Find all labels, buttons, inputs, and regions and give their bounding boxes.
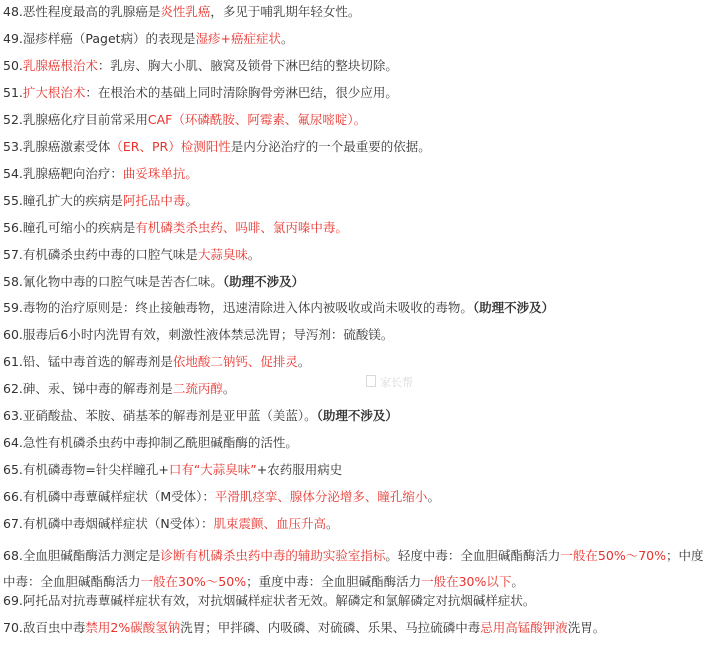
- highlight-text: 诊断有机磷杀虫药中毒的辅助实验室指标: [160, 548, 386, 563]
- list-item: [3, 407, 715, 425]
- list-item: [3, 592, 715, 610]
- item-text: 64.急性有机磷杀虫药中毒抑制乙酰胆碱酯酶的活性。: [3, 435, 298, 450]
- item-text: 67.有机磷中毒烟碱样症状（N受体）：: [3, 516, 214, 531]
- list-item: [3, 111, 715, 129]
- list-item: [3, 219, 715, 237]
- item-text: 48.恶性程度最高的乳腺癌是: [3, 4, 161, 19]
- list-item: [3, 192, 715, 210]
- list-item: [3, 461, 715, 479]
- list-item: [3, 434, 715, 452]
- highlight-text: 炎性乳癌: [160, 4, 211, 19]
- highlight-text: 大蒜臭味: [197, 247, 248, 262]
- item-text: 52.乳腺癌化疗目前常采用: [3, 112, 148, 127]
- list-item: [3, 3, 715, 21]
- item-text: 。轻度中毒：全血胆碱酯酶活力: [385, 548, 561, 563]
- highlight-text: 湿疹+癌症症状: [195, 31, 282, 46]
- list-item: [3, 165, 715, 183]
- item-text: 。: [247, 247, 261, 262]
- list-item: [3, 84, 715, 102]
- item-text: 58.氰化物中毒的口腔气味是苦杏仁味。: [3, 274, 223, 289]
- highlight-text: 扩大根治术: [22, 85, 86, 100]
- list-item: [3, 380, 715, 398]
- item-text: 55.瞳孔扩大的疾病是: [3, 193, 123, 208]
- item-text: 洗胃。: [567, 620, 606, 635]
- item-text: 69.阿托品对抗毒蕈碱样症状有效，对抗烟碱样症状者无效。解磷定和氯解磷定对抗烟碱样症状。: [3, 593, 536, 608]
- note-text: （助理不涉及）: [316, 408, 398, 423]
- item-text: 56.瞳孔可缩小的疾病是: [3, 220, 136, 235]
- list-item: [3, 57, 715, 75]
- highlight-text: 平滑肌痉挛、腺体分泌增多、瞳孔缩小: [214, 489, 428, 504]
- item-text: 50.: [3, 58, 23, 73]
- watermark-text: 家长帮: [380, 376, 413, 389]
- item-text: 洗胃；甲拌磷、内吸磷、对硫磷、乐果、马拉硫磷中毒: [180, 620, 481, 635]
- item-text: 。: [281, 31, 294, 46]
- highlight-text: CAF（环磷酰胺、阿霉素、氟尿嘧啶）。: [147, 112, 367, 127]
- highlight-text: 一般在30%以下: [421, 574, 512, 589]
- item-text: +农药服用病史: [256, 462, 343, 477]
- item-text: 。: [326, 516, 339, 531]
- list-item: [3, 619, 715, 637]
- item-text: 66.有机磷中毒蕈碱样症状（M受体）：: [3, 489, 215, 504]
- item-text: 65.有机磷毒物=针尖样瞳孔+: [3, 462, 169, 477]
- list-item: [3, 326, 715, 344]
- item-text: 59.毒物的治疗原则是：终止接触毒物，迅速清除进入体内被吸收或尚未吸收的毒物。: [3, 300, 473, 315]
- list-item: [3, 488, 715, 506]
- item-text: 。: [222, 381, 236, 396]
- highlight-text: 肌束震颤、血压升高: [213, 516, 326, 531]
- item-text: ，多见于哺乳期年轻女性。: [210, 4, 361, 19]
- note-text: （助理不涉及）: [472, 300, 555, 315]
- list-item: [3, 273, 715, 291]
- note-text: （助理不涉及）: [222, 274, 305, 289]
- highlight-text: 阿托品中毒: [122, 193, 186, 208]
- item-text: 61.铅、锰中毒首选的解毒剂是: [3, 354, 173, 369]
- item-text: 60.服毒后6小时内洗胃有效，刺激性液体禁忌洗胃；导泻剂：硫酸镁。: [3, 327, 394, 342]
- item-text: 51.: [3, 85, 23, 100]
- item-text: 68.全血胆碱酯酶活力测定是: [3, 548, 161, 563]
- item-text: 。: [511, 574, 524, 589]
- highlight-text: 口有“大蒜臭味”: [168, 462, 257, 477]
- item-text: 70.敌百虫中毒: [3, 620, 86, 635]
- item-text: 。: [427, 489, 440, 504]
- item-text: 53.乳腺癌激素受体: [3, 139, 111, 154]
- item-text: 54.乳腺癌靶向治疗：: [3, 166, 123, 181]
- item-text: 62.砷、汞、锑中毒的解毒剂是: [3, 381, 173, 396]
- highlight-text: 禁用2%碳酸氢钠: [85, 620, 181, 635]
- item-text: 63.亚硝酸盐、苯胺、硝基苯的解毒剂是亚甲蓝（美蓝）。: [3, 408, 317, 423]
- list-item: [3, 515, 715, 533]
- item-text: ；中度中毒：全血胆碱酯酶活力: [3, 548, 704, 589]
- highlight-text: 乳腺癌根治术: [22, 58, 98, 73]
- list-item: [3, 299, 715, 317]
- item-text: 是内分泌治疗的一个最重要的依据。: [230, 139, 431, 154]
- list-item: [3, 353, 715, 371]
- list-item: [3, 138, 715, 156]
- item-text: ；重度中毒：全血胆碱酯酶活力: [246, 574, 422, 589]
- item-text: 49.湿疹样癌（Paget病）的表现是: [3, 31, 196, 46]
- list-item: [3, 30, 715, 48]
- highlight-text: 有机磷类杀虫药、吗啡、氯丙嗪中毒。: [135, 220, 348, 235]
- highlight-text: 忌用高锰酸钾液: [480, 620, 568, 635]
- highlight-text: 曲妥珠单抗。: [122, 166, 198, 181]
- item-text: 。: [297, 354, 311, 369]
- item-text: ：在根治术的基础上同时清除胸骨旁淋巴结，很少应用。: [85, 85, 398, 100]
- item-text: 57.有机磷杀虫药中毒的口腔气味是: [3, 247, 198, 262]
- highlight-text: 二巯丙醇: [172, 381, 223, 396]
- list-item: [3, 246, 715, 264]
- highlight-text: 一般在50%～70%: [560, 548, 666, 563]
- list-item: [3, 543, 715, 595]
- highlight-text: 一般在30%～50%: [140, 574, 247, 589]
- item-text: 。: [185, 193, 198, 208]
- highlight-text: 依地酸二钠钙、促排灵: [172, 354, 298, 369]
- highlight-text: （ER、PR）检测阳性: [110, 139, 231, 154]
- item-text: ：乳房、胸大小肌、腋窝及锁骨下淋巴结的整块切除。: [97, 58, 398, 73]
